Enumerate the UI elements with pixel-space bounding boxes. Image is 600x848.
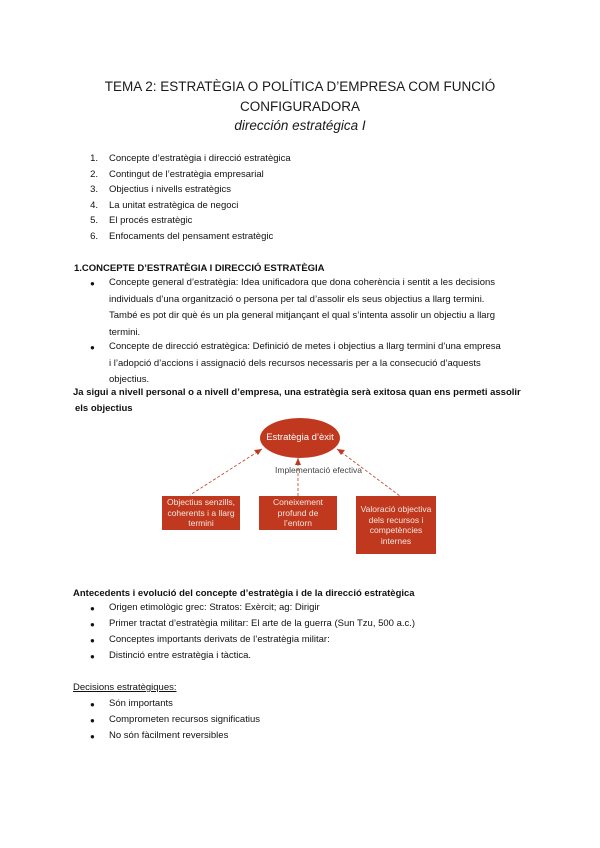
bullet-dot: ● [90,732,95,741]
text-line: objectius. [109,374,150,385]
bullet-dot: ● [90,652,95,661]
page-title-line2: CONFIGURADORA [239,99,360,114]
toc-number: 1. [90,153,98,164]
diagram-box-objectius: Objectius senzills, coherents i a llarg termini [162,496,240,530]
text-line: termini. [109,326,141,338]
toc-number: 2. [90,169,98,180]
bullet-dot: ● [90,700,95,709]
toc-item: La unitat estratègica de negoci [109,200,239,211]
section-heading: 1.CONCEPTE D’ESTRATÈGIA I DIRECCIÓ ESTRATÈGIA [74,263,325,274]
toc-item: El procés estratègic [109,215,193,226]
diagram-center-ellipse: Estratègia d’èxit [260,418,340,458]
toc-number: 3. [90,184,98,195]
section-heading-antecedents: Antecedents i evolució del concepte d’estratègia i de la direcció estratègica [73,588,415,599]
bullet-dot: ● [90,716,95,725]
list-item: Són importants [109,698,173,709]
bullet-dot: ● [90,279,95,288]
list-item: No són fàcilment reversibles [109,730,229,741]
text-line: També es pot dir què és un pla general mitjançant el qual s’intenta assolir un objectiu a llarg [109,310,496,321]
text-line: Concepte general d’estratègia: Idea unificadora que dona coherència i sentit a les decisions [109,277,496,288]
bullet-dot: ● [90,620,95,629]
list-item: Origen etimològic grec: Stratos: Exèrcit; ag: Dirigir [109,602,320,613]
page-subtitle: dirección estratégica I [234,118,366,133]
diagram-box-valoracio: Valoració objectiva dels recursos i competències internes [356,496,436,554]
section-heading-decisions: Decisions estratègiques: [73,682,177,693]
toc-item: Concepte d’estratègia i direcció estratègica [109,153,291,164]
list-item: Comprometen recursos significatius [109,714,261,725]
text-line: i l’adopció d’accions i assignació dels recursos necessaris per a la consecució d’aquests [109,357,481,369]
text-line: individuals d’una organització o persona per tal d’assolir els seus objectius a llarg termini. [109,293,485,305]
toc-number: 4. [90,200,98,211]
list-item: Distinció entre estratègia i tàctica. [109,650,252,661]
list-item: Primer tractat d’estratègia militar: El arte de la guerra (Sun Tzu, 500 a.c.) [109,618,416,629]
diagram-box-coneixement: Coneixement profund de l’entorn [259,496,337,530]
text-line: Concepte de direcció estratègica: Definició de metes i objectius a llarg termini d’una empresa [109,341,501,352]
bold-statement-line2: els objectius [75,403,133,414]
diagram-arrow-label: Implementació efectiva [275,465,362,475]
toc-item: Enfocaments del pensament estratègic [109,231,274,242]
bullet-dot: ● [90,604,95,613]
toc-number: 5. [90,215,98,226]
toc-number: 6. [90,231,98,242]
bullet-dot: ● [90,343,95,352]
bullet-dot: ● [90,636,95,645]
toc-item: Contingut de l’estratègia empresarial [109,169,264,180]
bold-statement-line1: Ja sigui a nivell personal o a nivell d’empresa, una estratègia serà exitosa quan ens permeti assolir [73,387,521,398]
toc-item: Objectius i nivells estratègics [109,184,231,195]
page-title-line1: TEMA 2: ESTRATÈGIA O POLÍTICA D’EMPRESA COM FUNCIÓ [104,79,496,94]
list-item: Conceptes importants derivats de l’estratègia militar: [109,634,330,645]
